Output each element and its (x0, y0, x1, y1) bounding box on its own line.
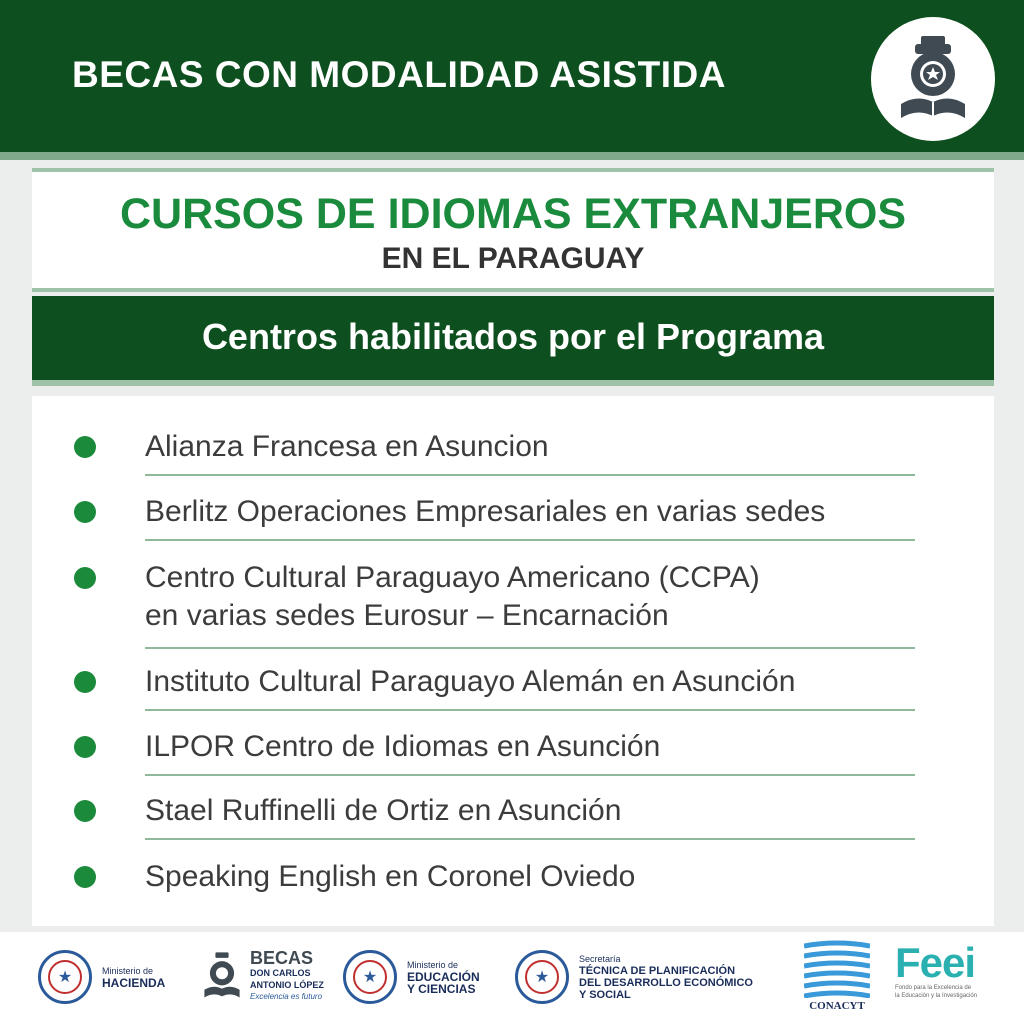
becas-train-book-icon (200, 948, 244, 1004)
becas-line3: ANTONIO LÓPEZ (250, 980, 324, 990)
center-name: ILPOR Centro de Idiomas en Asunción (145, 730, 661, 763)
subtitle-main: CURSOS DE IDIOMAS EXTRANJEROS (119, 190, 907, 238)
hacienda-small: Ministerio de (102, 966, 154, 976)
planificacion-logo (515, 950, 753, 1004)
header-bar (0, 0, 1024, 152)
hacienda-big: HACIENDA (102, 976, 166, 990)
bullet-icon (74, 436, 96, 458)
conacyt-logo (804, 940, 870, 1012)
divider (145, 539, 915, 541)
divider (145, 774, 915, 776)
becas-line2: DON CARLOS (250, 968, 311, 978)
center-name: Stael Ruffinelli de Ortiz en Asunción (145, 794, 622, 827)
centers-list (32, 396, 994, 926)
bullet-icon (74, 866, 96, 888)
becas-footer-logo (200, 948, 324, 1004)
section-title: Centros habilitados por el Programa (201, 316, 825, 357)
divider (145, 474, 915, 476)
educacion-big1: EDUCACIÓN (407, 970, 480, 984)
becas-train-book-icon (893, 34, 973, 124)
footer-logos (0, 932, 1024, 1024)
feei-line2: la Educación y la Investigación (895, 993, 978, 999)
bullet-icon (74, 501, 96, 523)
becas-logo (871, 17, 995, 141)
bullet-icon (74, 800, 96, 822)
divider (145, 838, 915, 840)
center-name: Centro Cultural Paraguayo Americano (CCPA) (145, 561, 760, 594)
center-name: Speaking English en Coronel Oviedo (145, 860, 636, 893)
feei-line1: Fondo para la Excelencia de (895, 985, 972, 991)
seal-icon: ★ (38, 950, 92, 1004)
educacion-logo (343, 950, 480, 1004)
section-band (32, 296, 994, 386)
bullet-icon (74, 736, 96, 758)
planificacion-big3: Y SOCIAL (579, 989, 631, 1001)
becas-tagline: Excelencia es futuro (250, 992, 323, 1001)
center-name-line2: en varias sedes Eurosur – Encarnación (145, 599, 669, 632)
seal-icon: ★ (515, 950, 569, 1004)
educacion-big2: Y CIENCIAS (407, 982, 476, 996)
planificacion-small: Secretaría (579, 954, 621, 964)
hacienda-logo (38, 950, 165, 1004)
divider (145, 647, 915, 649)
becas-word: BECAS (250, 948, 314, 968)
planificacion-big2: DEL DESARROLLO ECONÓMICO (579, 977, 753, 989)
center-name: Berlitz Operaciones Empresariales en varias sedes (145, 495, 826, 528)
bullet-icon (74, 671, 96, 693)
feei-logo (895, 939, 978, 1000)
conacyt-waves-icon (804, 940, 870, 998)
subtitle-box (32, 168, 994, 292)
educacion-small: Ministerio de (407, 960, 459, 970)
center-name: Alianza Francesa en Asuncion (145, 430, 549, 463)
subtitle-secondary: EN EL PARAGUAY (381, 242, 645, 275)
divider (145, 709, 915, 711)
planificacion-big1: TÉCNICA DE PLANIFICACIÓN (579, 965, 736, 977)
seal-icon: ★ (343, 950, 397, 1004)
feei-word: Feei (895, 939, 976, 986)
header-stripe (0, 152, 1024, 160)
page-title: BECAS CON MODALIDAD ASISTIDA (72, 54, 726, 95)
center-name: Instituto Cultural Paraguayo Alemán en Asunción (145, 665, 796, 698)
conacyt-label: CONACYT (809, 1000, 865, 1012)
bullet-icon (74, 567, 96, 589)
